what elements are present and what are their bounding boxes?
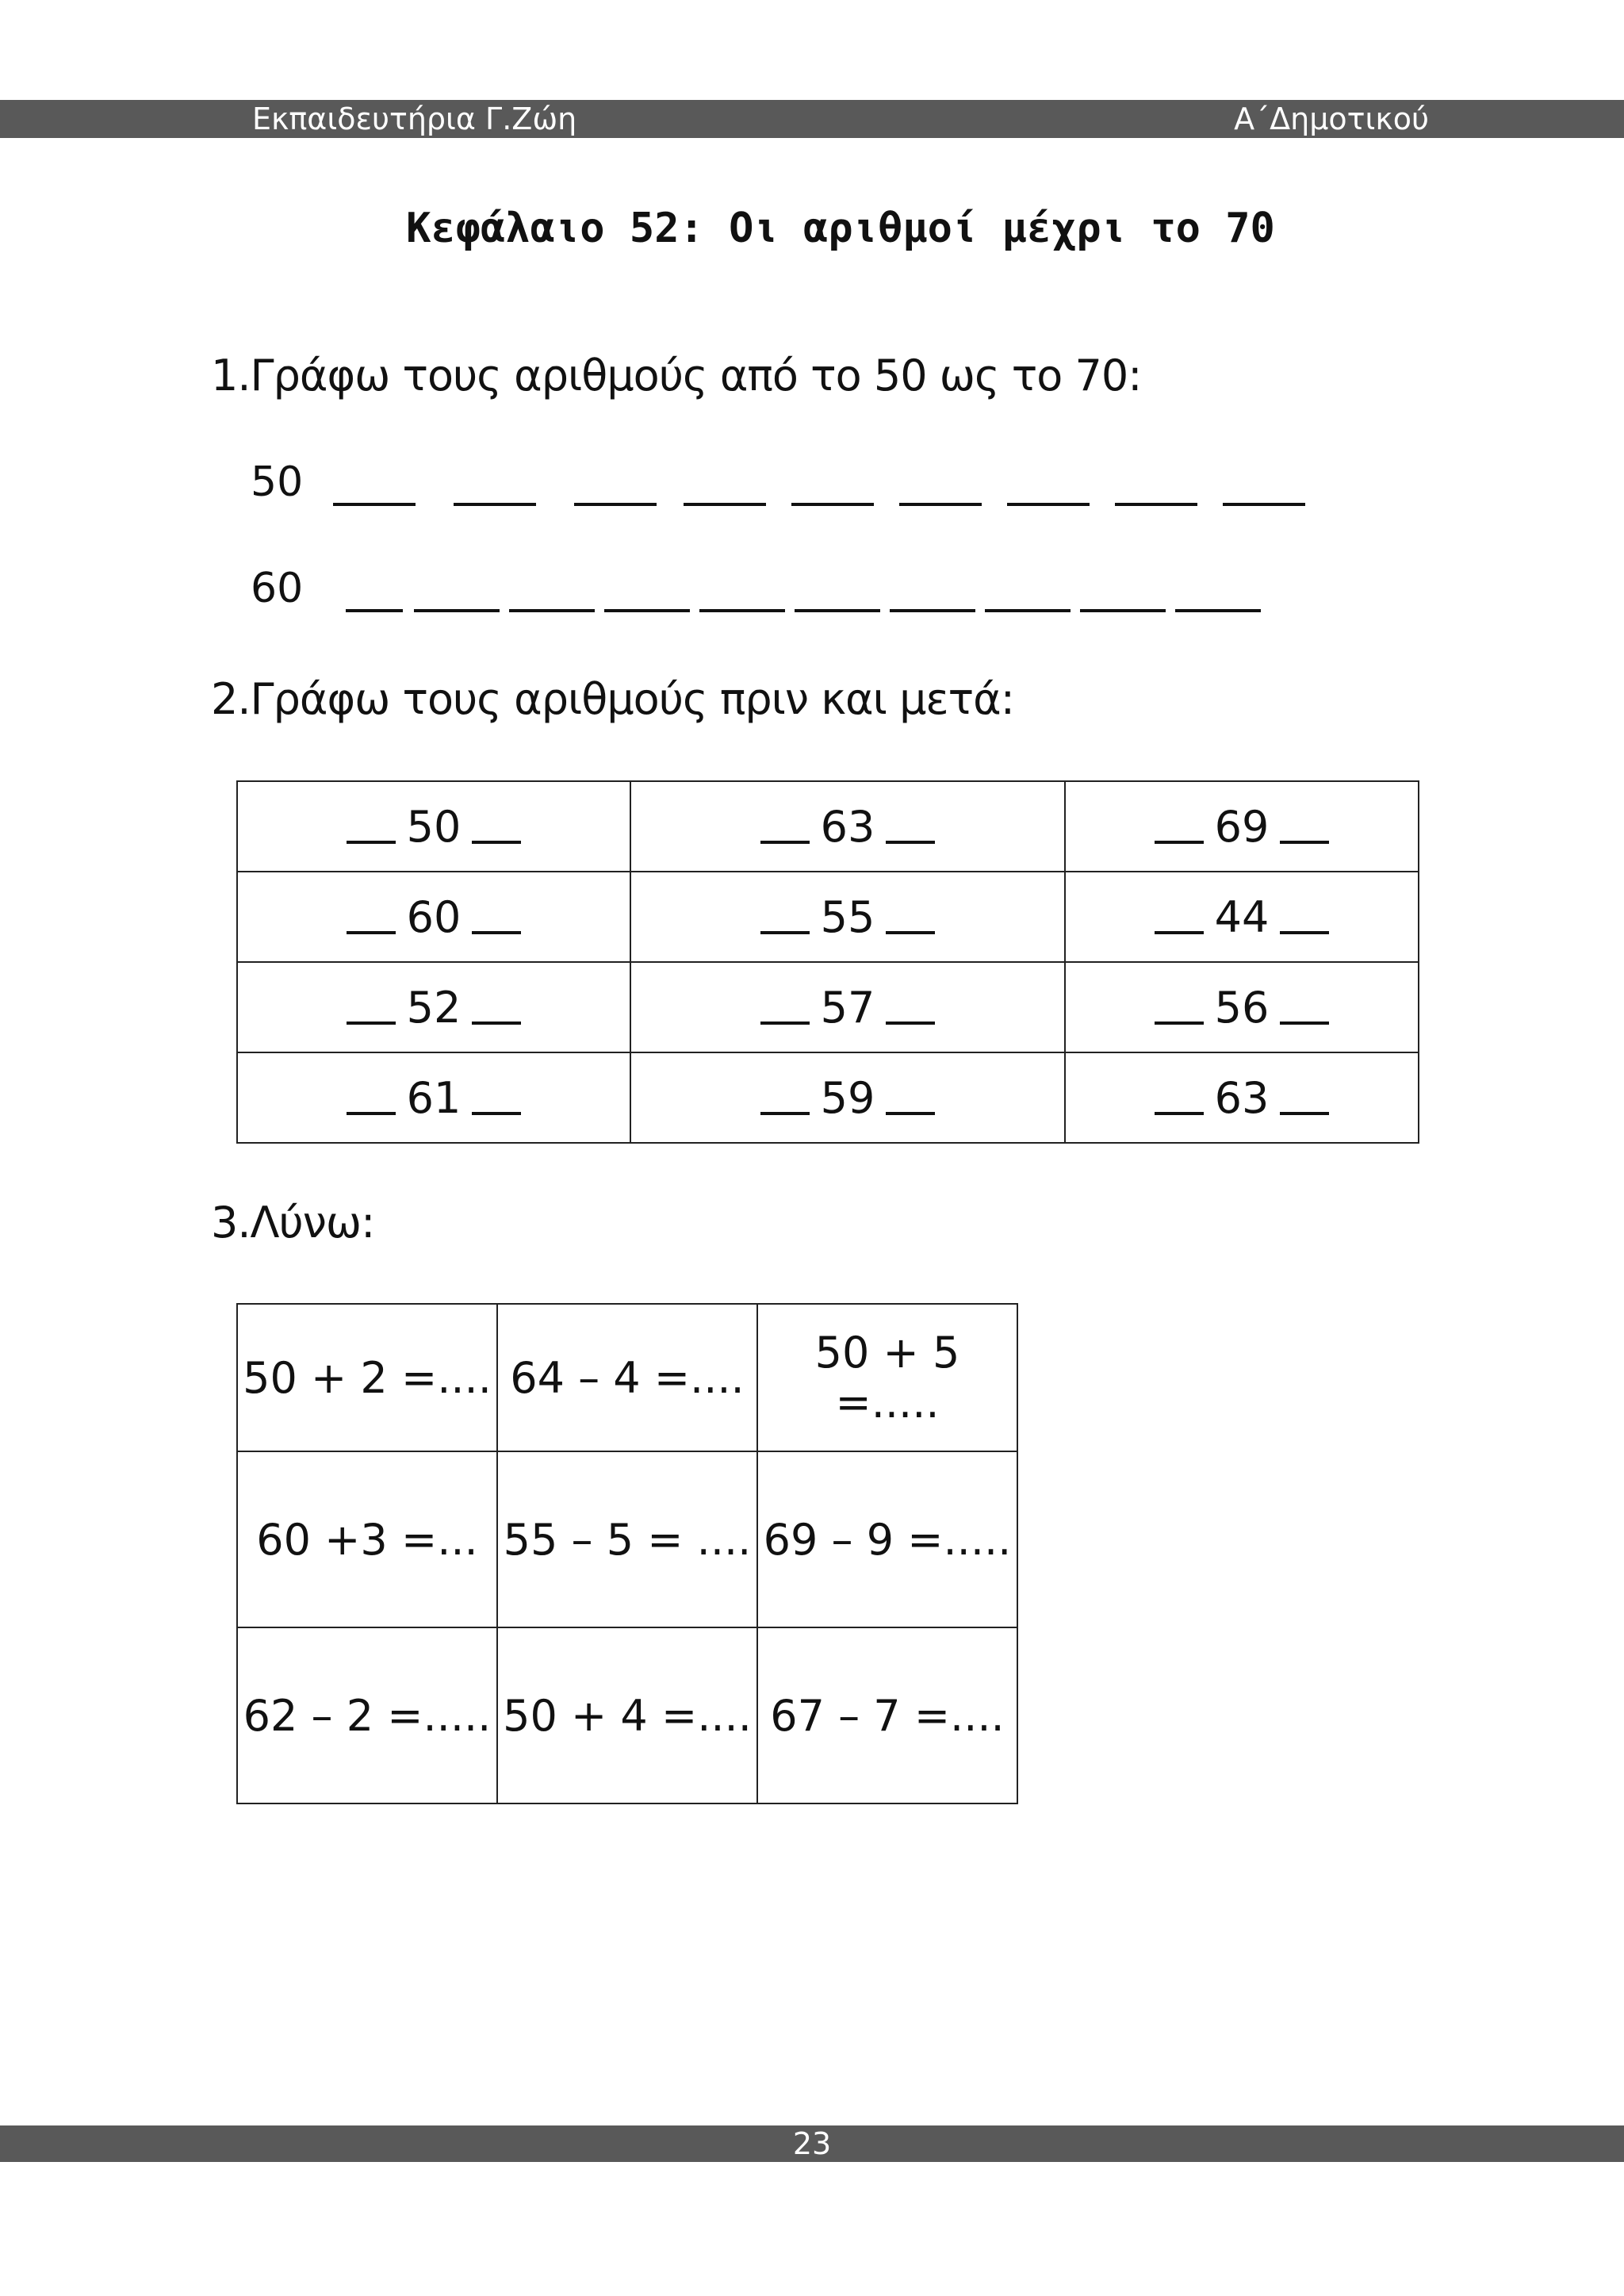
blank-before[interactable] (1155, 1112, 1204, 1115)
table-row (237, 1304, 1017, 1451)
before-after-table (236, 780, 1419, 1144)
blank-line[interactable] (985, 609, 1071, 612)
table-row (237, 872, 1419, 962)
blank-line[interactable] (454, 503, 536, 506)
table-cell (1065, 781, 1419, 872)
blank-after[interactable] (886, 931, 935, 934)
table-cell (237, 872, 630, 962)
page-number: 23 (792, 2126, 832, 2161)
number: 60 (406, 891, 462, 942)
blank-line[interactable] (574, 503, 657, 506)
fill-row-50 (251, 458, 1329, 506)
table-cell (237, 781, 630, 872)
school-name: Εκπαιδευτήρια Γ.Ζώη (252, 102, 577, 136)
arithmetic-table (236, 1303, 1018, 1804)
equation-cell[interactable]: 60 +3 =... (237, 1451, 497, 1627)
blank-before[interactable] (347, 1022, 396, 1025)
table-cell (630, 962, 1065, 1052)
blank-before[interactable] (760, 931, 810, 934)
blank-line[interactable] (795, 609, 880, 612)
page-title-text: Κεφάλαιο 52: Οι αριθμοί μέχρι το 70 (406, 205, 1275, 252)
blank-line[interactable] (414, 609, 500, 612)
equation-cell[interactable]: 62 – 2 =..... (237, 1627, 497, 1803)
table-cell (237, 962, 630, 1052)
blank-before[interactable] (347, 931, 396, 934)
grade-label: Α΄Δημοτικού (1234, 102, 1429, 136)
equation-cell[interactable]: 67 – 7 =.... (757, 1627, 1017, 1803)
blank-after[interactable] (472, 841, 521, 844)
blank-line[interactable] (1007, 503, 1090, 506)
blank-line[interactable] (509, 609, 595, 612)
blank-line[interactable] (1175, 609, 1261, 612)
fill-row-start: 50 (251, 458, 304, 506)
fill-row-60 (251, 565, 1329, 612)
fill-row-start: 60 (251, 565, 304, 612)
number: 61 (406, 1072, 462, 1123)
blank-after[interactable] (1280, 841, 1329, 844)
table-row (237, 1052, 1419, 1143)
table-row (237, 781, 1419, 872)
blank-before[interactable] (1155, 931, 1204, 934)
blank-line[interactable] (1080, 609, 1166, 612)
blank-line[interactable] (1115, 503, 1197, 506)
number: 50 (406, 801, 462, 852)
table-cell (1065, 962, 1419, 1052)
blank-before[interactable] (347, 1112, 396, 1115)
number: 52 (406, 982, 462, 1033)
blank-after[interactable] (1280, 931, 1329, 934)
blank-after[interactable] (886, 1112, 935, 1115)
number: 44 (1214, 891, 1270, 942)
blank-before[interactable] (760, 1022, 810, 1025)
equation-cell[interactable]: 50 + 4 =.... (497, 1627, 757, 1803)
table-row (237, 1451, 1017, 1627)
blank-after[interactable] (1280, 1022, 1329, 1025)
blank-line[interactable] (684, 503, 766, 506)
number: 63 (820, 801, 875, 852)
number: 55 (820, 891, 875, 942)
blank-line[interactable] (1223, 503, 1305, 506)
equation-cell[interactable]: 50 + 5 =..... (757, 1304, 1017, 1451)
blank-line[interactable] (699, 609, 785, 612)
blank-after[interactable] (886, 1022, 935, 1025)
number: 57 (820, 982, 875, 1033)
equation-cell[interactable]: 55 – 5 = .... (497, 1451, 757, 1627)
equation-cell[interactable]: 69 – 9 =..... (757, 1451, 1017, 1627)
page-title (0, 205, 1624, 252)
table-cell (630, 872, 1065, 962)
table-cell (1065, 872, 1419, 962)
table-cell (630, 781, 1065, 872)
exercise-1-heading: 1.Γράφω τους αριθμούς από το 50 ως το 70: (211, 351, 1142, 401)
blank-before[interactable] (1155, 1022, 1204, 1025)
equation-cell[interactable]: 64 – 4 =.... (497, 1304, 757, 1451)
blank-before[interactable] (760, 841, 810, 844)
exercise-3-heading: 3.Λύνω: (211, 1198, 375, 1248)
exercise-2-heading: 2.Γράφω τους αριθμούς πριν και μετά: (211, 674, 1014, 724)
table-cell (237, 1052, 630, 1143)
number: 59 (820, 1072, 875, 1123)
table-row (237, 1627, 1017, 1803)
number: 63 (1214, 1072, 1270, 1123)
blank-line[interactable] (346, 609, 403, 612)
blank-line[interactable] (791, 503, 874, 506)
number: 56 (1214, 982, 1270, 1033)
blank-after[interactable] (472, 1022, 521, 1025)
table-cell (1065, 1052, 1419, 1143)
blank-after[interactable] (472, 1112, 521, 1115)
footer-bar (0, 2125, 1624, 2162)
table-cell (630, 1052, 1065, 1143)
table-row (237, 962, 1419, 1052)
blank-after[interactable] (886, 841, 935, 844)
blank-before[interactable] (347, 841, 396, 844)
equation-cell[interactable]: 50 + 2 =.... (237, 1304, 497, 1451)
blank-after[interactable] (1280, 1112, 1329, 1115)
blank-after[interactable] (472, 931, 521, 934)
blank-line[interactable] (899, 503, 982, 506)
blank-line[interactable] (333, 503, 416, 506)
blank-before[interactable] (760, 1112, 810, 1115)
blank-line[interactable] (890, 609, 975, 612)
header-bar (0, 100, 1624, 138)
number: 69 (1214, 801, 1270, 852)
blank-line[interactable] (604, 609, 690, 612)
blank-before[interactable] (1155, 841, 1204, 844)
